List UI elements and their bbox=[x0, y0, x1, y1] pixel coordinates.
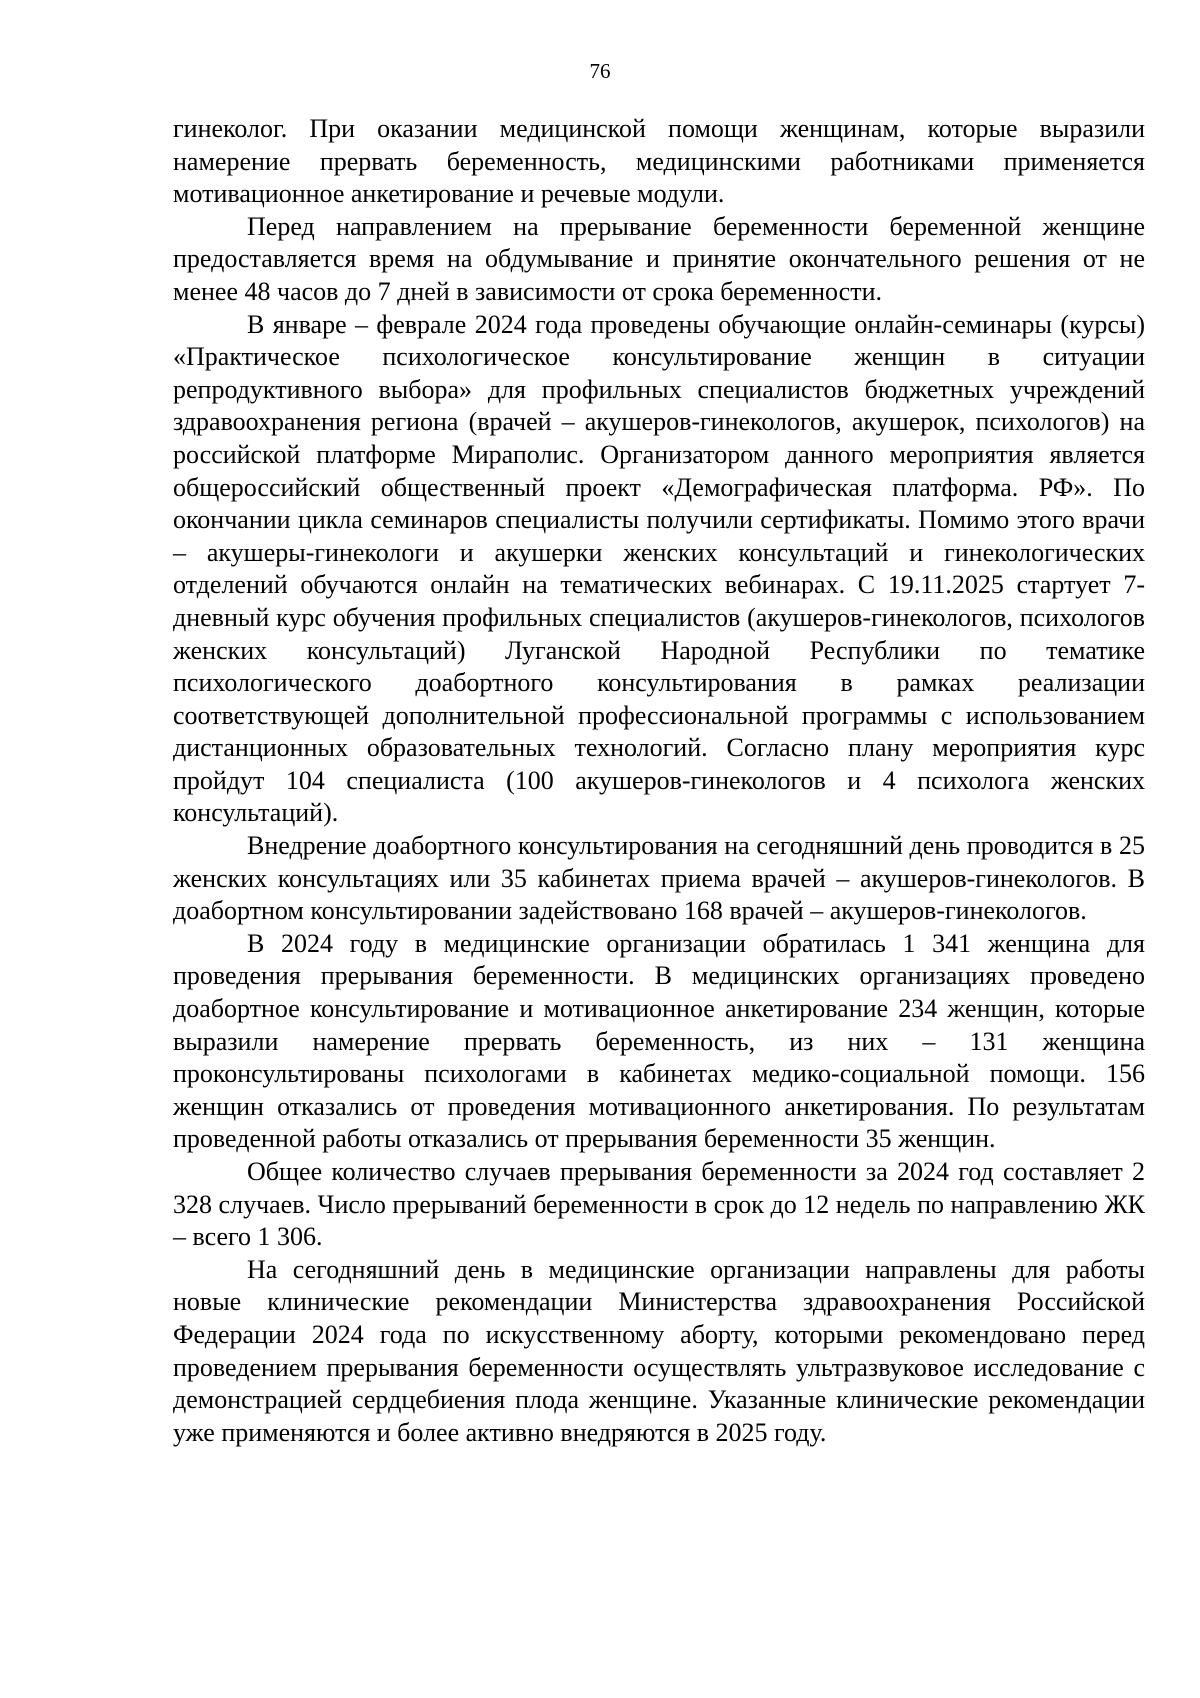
paragraph-7: На сегодняшний день в медицинские организации направлены для работы новые клинические рекомендации Министерства здравоохранения Российской Федерации 2024 года по искусственному аборту, которыми рекомендовано перед проведением прерывания беременности осуществлять ультразвуковое исследование с демонстрацией сердцебиения плода женщине. Указанные клинические рекомендации уже применяются и более активно внедряются в 2025 году. bbox=[173, 1254, 1145, 1447]
paragraph-2: Перед направлением на прерывание беременности беременной женщине предоставляется время на обдумывание и принятие окончательного решения от не менее 48 часов до 7 дней в зависимости от срока беременности. bbox=[173, 211, 1145, 306]
paragraph-3: В январе – феврале 2024 года проведены обучающие онлайн-семинары (курсы) «Практическое психологическое консультирование женщин в ситуации репродуктивного выбора» для профильных специалистов бюджетных учреждений здравоохранения региона (врачей – акушеров-гинекологов, акушерок, психологов) на российской платформе Мираполис. Организатором данного мероприятия является общероссийский общественный проект «Демографическая платформа. РФ». По окончании цикла семинаров специалисты получили сертификаты. Помимо этого врачи – акушеры-гинекологи и акушерки женских консультаций и гинекологических отделений обучаются онлайн на тематических вебинарах. С 19.11.2025 стартует 7-дневный курс обучения профильных специалистов (акушеров-гинекологов, психологов женских консультаций) Луганской Народной Республики по тематике психологического доабортного консультирования в рамках реализации соответствующей дополнительной профессиональной программы с использованием дистанционных образовательных технологий. Согласно плану мероприятия курс пройдут 104 специалиста (100 акушеров-гинекологов и 4 психолога женских консультаций). bbox=[173, 309, 1145, 828]
paragraph-1: гинеколог. При оказании медицинской помощи женщинам, которые выразили намерение прервать беременность, медицинскими работниками применяется мотивационное анкетирование и речевые модули. bbox=[173, 114, 1145, 209]
paragraph-5: В 2024 году в медицинские организации обратилась 1 341 женщина для проведения прерывания беременности. В медицинских организациях проведено доабортное консультирование и мотивационное анкетирование 234 женщин, которые выразили намерение прервать беременность, из них – 131 женщина проконсультированы психологами в кабинетах медико-социальной помощи. 156 женщин отказались от проведения мотивационного анкетирования. По результатам проведенной работы отказались от прерывания беременности 35 женщин. bbox=[173, 928, 1145, 1154]
page-number: 76 bbox=[589, 59, 611, 83]
paragraph-6: Общее количество случаев прерывания беременности за 2024 год составляет 2 328 случаев. Число прерываний беременности в срок до 12 недель по направлению ЖК – всего 1 306. bbox=[173, 1157, 1145, 1252]
paragraph-4: Внедрение доабортного консультирования на сегодняшний день проводится в 25 женских консультациях или 35 кабинетах приема врачей – акушеров-гинекологов. В доабортном консультировании задействовано 168 врачей – акушеров-гинекологов. bbox=[173, 831, 1145, 926]
document-body bbox=[173, 113, 1145, 1449]
